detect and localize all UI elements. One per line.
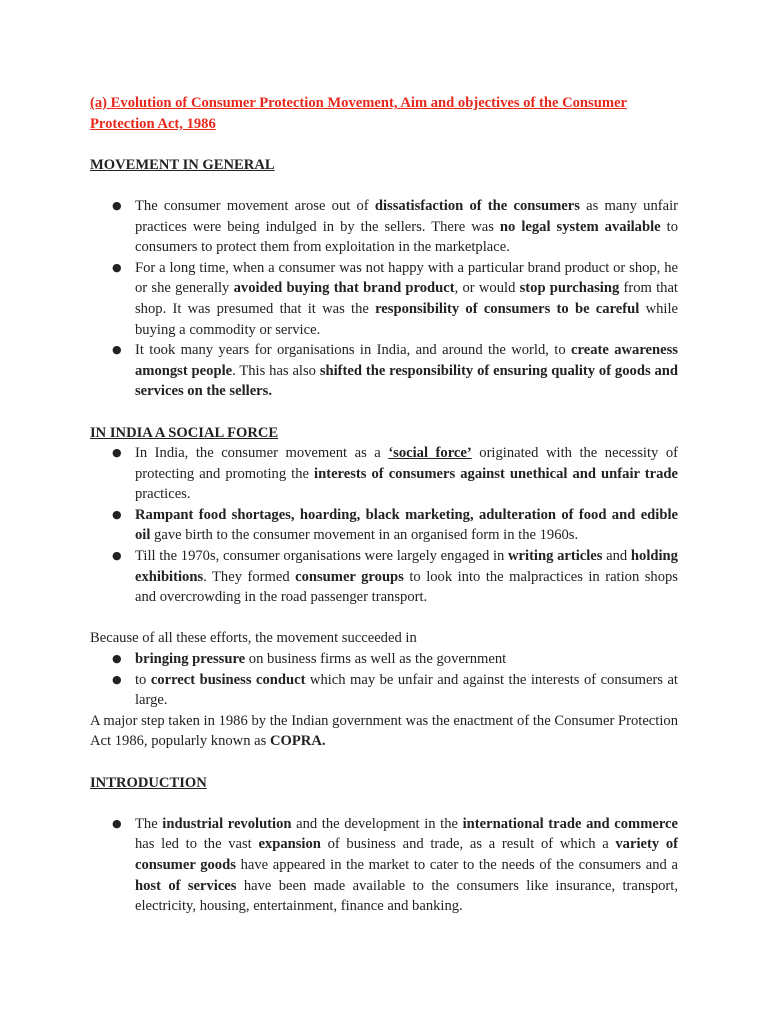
heading-introduction: INTRODUCTION bbox=[90, 774, 207, 791]
list-efforts bbox=[90, 649, 678, 711]
list-item: ● to correct business conduct which may be unfair and against the interests of consumers at large. bbox=[90, 670, 678, 711]
list-in-india bbox=[90, 443, 678, 608]
document-page bbox=[90, 93, 678, 917]
list-item: ● It took many years for organisations in India, and around the world, to create awareness amongst people. This has also shifted the responsibility of ensuring quality of goods and services on the sellers. bbox=[90, 340, 678, 402]
list-movement-in-general bbox=[90, 196, 678, 402]
list-item: ● Rampant food shortages, hoarding, black marketing, adulteration of food and edible oil gave birth to the consumer movement in an organised form in the 1960s. bbox=[90, 505, 678, 546]
list-item: ● For a long time, when a consumer was not happy with a particular brand product or shop, he or she generally avoided buying that brand product, or would stop purchasing from that shop. It was presumed that it was the responsibility of consumers to be careful while buying a commodity or service. bbox=[90, 258, 678, 340]
list-item: ● In India, the consumer movement as a ‘social force’ originated with the necessity of protecting and promoting the interests of consumers against unethical and unfair trade practices. bbox=[90, 443, 678, 505]
list-item: ● bringing pressure on business firms as well as the government bbox=[90, 649, 678, 670]
efforts-intro: Because of all these efforts, the movement succeeded in bbox=[90, 630, 417, 647]
list-item: ● The consumer movement arose out of dissatisfaction of the consumers as many unfair practices were being indulged in by the sellers. There was no legal system available to consumers to protect them from exploitation in the marketplace. bbox=[90, 196, 678, 258]
list-item: ● Till the 1970s, consumer organisations were largely engaged in writing articles and holding exhibitions. They formed consumer groups to look into the malpractices in ration shops and overcrowding in the road passenger transport. bbox=[90, 546, 678, 608]
list-introduction bbox=[90, 814, 678, 917]
heading-in-india-a-social-force: IN INDIA A SOCIAL FORCE bbox=[90, 424, 279, 441]
document-title: (a) Evolution of Consumer Protection Movement, Aim and objectives of the Consumer Protection Act, 1986 bbox=[90, 95, 627, 132]
copra-paragraph: A major step taken in 1986 by the Indian government was the enactment of the Consumer Protection Act 1986, popularly known as COPRA. bbox=[90, 712, 678, 750]
heading-movement-in-general: MOVEMENT IN GENERAL bbox=[90, 156, 275, 173]
list-item: ● The industrial revolution and the development in the international trade and commerce has led to the vast expansion of business and trade, as a result of which a variety of consumer goods have appeared in the market to cater to the needs of the consumers and a host of services have been made available to the consumers like insurance, transport, electricity, housing, entertainment, finance and banking. bbox=[90, 814, 678, 917]
